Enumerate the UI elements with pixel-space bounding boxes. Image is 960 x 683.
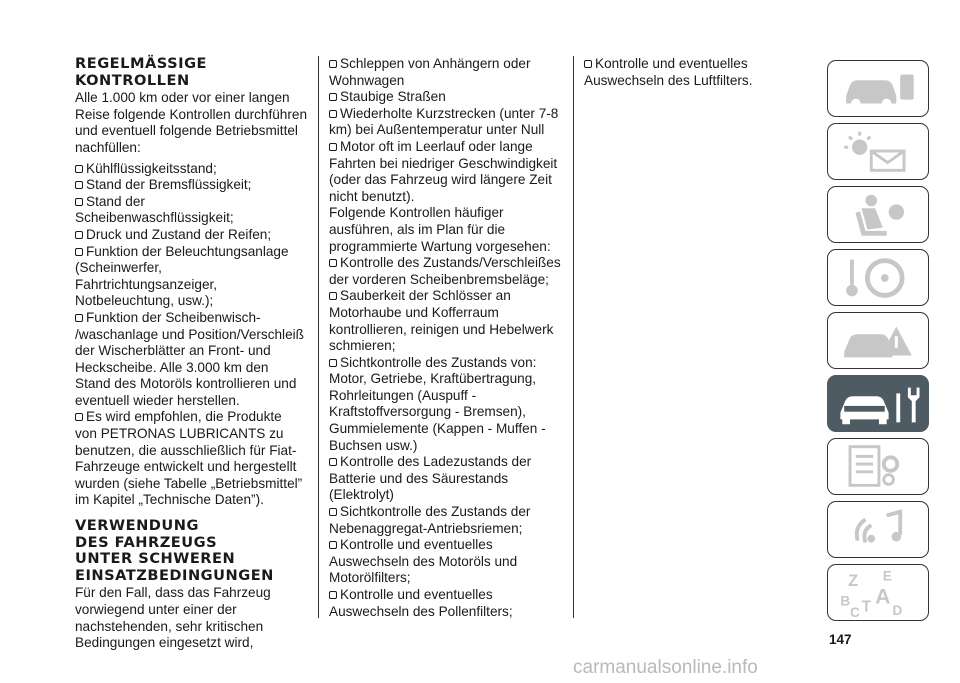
checkbox-bullet-icon [329,93,337,101]
list-item: Kontrolle und eventuelles Auswechseln des Motoröls und Motorölfilters; [329,537,518,586]
list-item: Staubige Straßen [329,89,561,106]
intro-paragraph: Alle 1.000 km oder vor einer langen Reise folgende Kontrollen durchführen und eventuell folgende Betriebsmittel nachfüllen: [75,90,308,155]
section-heading-regular-checks: REGELMÄSSIGE KONTROLLEN [75,55,208,89]
checkbox-bullet-icon [329,292,337,300]
car-dashboard-icon [828,61,928,116]
list-item: Sauberkeit der Schlösser an Motorhaube und Kofferraum kontrollieren, reinigen und Hebelwerk schmieren; [329,288,554,354]
list-item: Sichtkontrolle des Zustands der Nebenaggregat-Antriebsriemen; [329,504,531,536]
checkbox-bullet-icon [329,60,337,68]
tab-dashboard[interactable] [827,60,929,117]
list-item: Schleppen von Anhängern oder Wohnwagen [329,56,531,88]
checkbox-bullet-icon [75,248,83,256]
list-item: Stand der Scheibenwaschflüssigkeit; [75,193,234,226]
svg-text:E: E [882,568,892,584]
checkbox-bullet-icon [584,60,592,68]
svg-text:C: C [850,605,860,620]
tab-maintenance[interactable] [827,375,929,432]
checkbox-bullet-icon [329,458,337,466]
checkbox-bullet-icon [75,165,83,173]
tab-safety[interactable] [827,186,929,243]
heavy-use-paragraph: Für den Fall, dass das Fahrzeug vorwiegend unter einer der nachstehenden, sehr kritischen Bedingungen eingesetzt wird, [75,585,271,651]
checkbox-bullet-icon [75,314,83,322]
list-item: Druck und Zustand der Reifen; [75,227,307,244]
column-divider [573,56,574,618]
multimedia-icon [828,502,928,557]
svg-text:A: A [875,585,891,609]
checkbox-bullet-icon [75,181,83,189]
svg-text:Z: Z [848,572,859,591]
alphabet-index-icon [828,565,928,620]
svg-text:T: T [861,598,872,616]
list-item: Stand der Bremsflüssigkeit; [75,177,307,194]
list-item: Kontrolle des Zustands/Verschleißes der vorderen Scheibenbremsbeläge; [329,255,561,287]
tab-starting-driving[interactable] [827,249,929,306]
checks-paragraph: Folgende Kontrollen häufiger ausführen, als im Plan für die programmierte Wartung vorgesehen: [329,205,551,254]
car-warning-icon [828,313,928,368]
tab-multimedia[interactable] [827,501,929,558]
tab-lights-messages[interactable] [827,123,929,180]
list-item: Wiederholte Kurzstrecken (unter 7-8 km) bei Außentemperatur unter Null [329,105,559,138]
checkbox-bullet-icon [329,508,337,516]
tab-technical-data[interactable] [827,438,929,495]
tab-index[interactable] [827,564,929,621]
checkbox-bullet-icon [75,413,83,421]
chapter-tabs [827,60,931,627]
column-1 [75,56,307,652]
list-item: Es wird empfohlen, die Produkte von PETRONAS LUBRICANTS zu benutzen, die ausschließlich für Fiat-Fahrzeuge entwickelt und hergestellt wurden (siehe Tabelle „Betriebsmittel” im Kapitel „Technische Daten”). [75,409,303,508]
watermark: carmanualsonline.info [573,657,758,678]
checkbox-bullet-icon [329,259,337,267]
list-item: Motor oft im Leerlauf oder lange Fahrten bei niedriger Geschwindigkeit (oder das Fahrzeug wird längere Zeit nicht benutzt). [329,138,558,204]
list-item: Sichtkontrolle des Zustands von: Motor, Getriebe, Kraftübertragung, Rohrleitungen (Auspuff - Kraftstoffversorgung - Bremsen), Gummielemente (Kappen - Muffen - Buchsen usw.) [329,354,546,453]
car-wrench-icon [828,376,928,431]
key-steering-wheel-icon [828,250,928,305]
column-divider [318,56,319,618]
section-heading-heavy-use: VERWENDUNG DES FAHRZEUGS UNTER SCHWEREN EINSATZBEDINGUNGEN [75,517,274,584]
list-item: Funktion der Scheibenwisch- /waschanlage und Position/Verschleiß der Wischerblätter an Front- und Heckscheibe. Alle 3.000 km den Stand des Motoröls kontrollieren und eventuell wieder herstellen. [75,309,304,408]
document-gears-icon [828,439,928,494]
checkbox-bullet-icon [329,591,337,599]
list-item: Kühlflüssigkeitsstand; [75,161,307,178]
sun-envelope-icon [828,124,928,179]
checkbox-bullet-icon [329,359,337,367]
column-2 [329,56,561,620]
list-item: Kontrolle des Ladezustands der Batterie und des Säurestands (Elektrolyt) [329,454,532,503]
checkbox-bullet-icon [75,231,83,239]
checkbox-bullet-icon [75,198,83,206]
svg-text:D: D [892,603,903,619]
list-item: Kontrolle und eventuelles Auswechseln des Pollenfilters; [329,587,513,619]
checkbox-bullet-icon [329,110,337,118]
seat-airbag-icon [828,187,928,242]
page-number: 147 [829,632,852,647]
list-item: Kontrolle und eventuelles Auswechseln des Luftfilters. [584,56,753,88]
tab-emergency[interactable] [827,312,929,369]
checkbox-bullet-icon [329,541,337,549]
column-3 [584,56,816,89]
checkbox-bullet-icon [329,143,337,151]
svg-text:B: B [840,593,851,609]
list-item: Funktion der Beleuchtungsanlage (Scheinwerfer, Fahrtrichtungsanzeiger, Notbeleuchtung, usw.); [75,243,289,309]
